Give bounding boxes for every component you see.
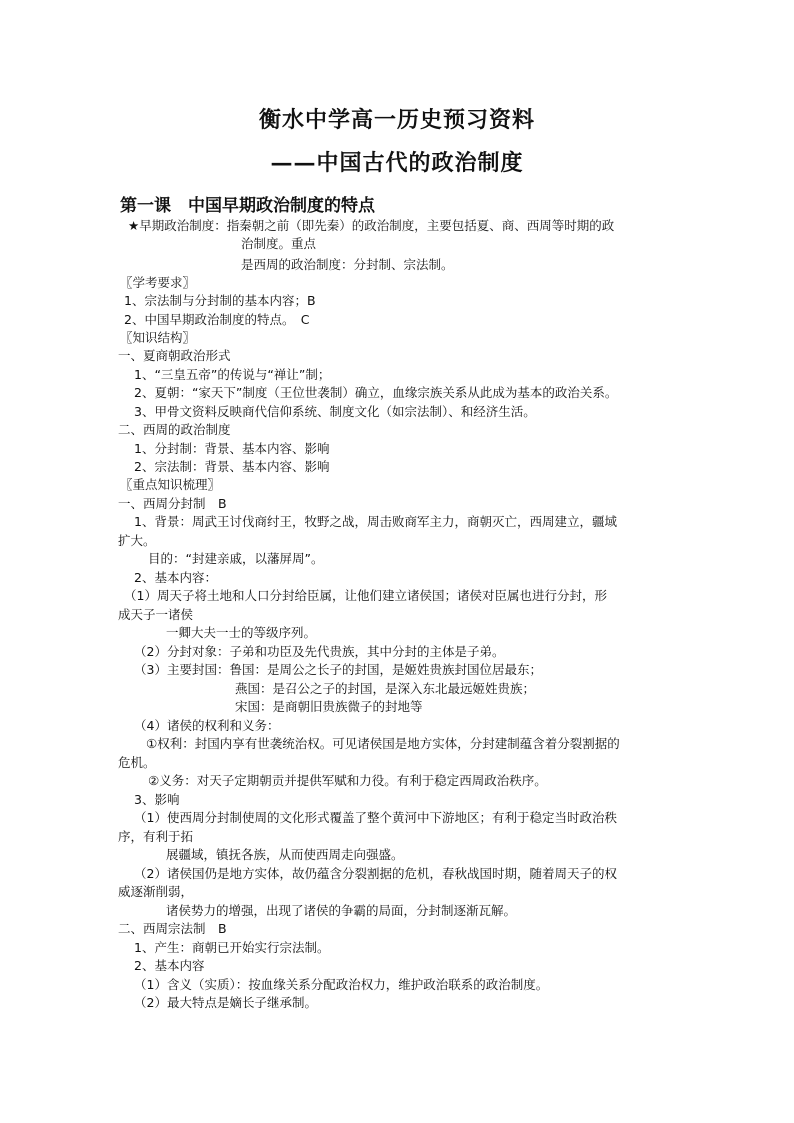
text-line: 2、基本内容 [134,958,205,973]
text-line: 1、“三皇五帝”的传说与“禅让”制； [134,367,331,382]
text-line: 危机。 [118,755,156,770]
text-line: （2）分封对象：子弟和功臣及先代贵族，其中分封的主体是子弟。 [134,644,505,659]
text-line: 目的：“封建亲戚，以藩屏周”。 [148,551,324,566]
text-line: （1）使西周分封制使周的文化形式覆盖了整个黄河中下游地区；有利于稳定当时政治秩 [134,810,617,825]
text-line: 宋国：是商朝旧贵族微子的封地等 [235,699,423,714]
text-line: 3、影响 [134,792,180,807]
text-line: （1）含义（实质）：按血缘关系分配政治权力，维护政治联系的政治制度。 [134,977,549,992]
section-heading: 〖重点知识梳理〗 [120,477,221,492]
text-line: 1、宗法制与分封制的基本内容；B [124,293,316,308]
text-line: 3、甲骨文资料反映商代信仰系统、制度文化（如宗法制）、和经济生活。 [134,404,536,419]
text-line: 1、背景：周武王讨伐商纣王，牧野之战，周击败商军主力，商朝灭亡，西周建立，疆域 [134,514,617,529]
section-heading: 〖知识结构〗 [120,330,196,345]
document-title: 衡水中学高一历史预习资料 [258,107,535,133]
text-line: （2）诸侯国仍是地方实体，故仍蕴含分裂割据的危机，春秋战国时期，随着周天子的权 [134,866,617,881]
subsection-heading: 二、西周宗法制 B [118,921,227,936]
text-line: （1）周天子将土地和人口分封给臣属，让他们建立诸侯国；诸侯对臣属也进行分封，形 [124,588,607,603]
text-line: 1、产生：商朝已开始实行宗法制。 [134,940,330,955]
subsection-heading: 一、夏商朝政治形式 [118,348,231,363]
text-line: ★早期政治制度：指秦朝之前（即先秦）的政治制度，主要包括夏、商、西周等时期的政 [128,218,615,233]
text-line: 燕国：是召公之子的封国，是深入东北最远姬姓贵族； [235,681,536,696]
text-line: 威逐渐削弱， [118,884,194,899]
text-line: 序，有利于拓 [118,829,194,844]
text-line: 一卿大夫一士的等级序列。 [166,625,317,640]
text-line: ①权利：封国内享有世袭统治权。可见诸侯国是地方实体，分封建制蕴含着分裂割据的 [146,736,620,751]
text-line: 诸侯势力的增强，出现了诸侯的争霸的局面，分封制逐渐瓦解。 [166,903,517,918]
section-heading: 〖学考要求〗 [120,275,196,290]
text-line: 2、基本内容： [134,570,217,585]
subsection-heading: 一、西周分封制 B [118,496,227,511]
text-line: 2、中国早期政治制度的特点。 C [124,312,310,327]
text-line: 2、夏朝：“家天下”制度（王位世袭制）确立，血缘宗族关系从此成为基本的政治关系。 [134,385,618,400]
text-line: 是西周的政治制度：分封制、宗法制。 [241,257,454,272]
text-line: 成天子一诸侯 [118,607,194,622]
text-line: 扩大。 [118,533,156,548]
text-line: 2、宗法制：背景、基本内容、影响 [134,459,330,474]
text-line: （2）最大特点是嫡长子继承制。 [134,995,317,1010]
text-line: 1、分封制：背景、基本内容、影响 [134,441,330,456]
text-line: ②义务：对天子定期朝贡并提供军赋和力役。有利于稳定西周政治秩序。 [148,773,547,788]
text-line: （3）主要封国：鲁国：是周公之长子的封国，是姬姓贵族封国位居最东； [134,662,542,677]
text-line: 展疆域，镇抚各族，从而使西周走向强盛。 [166,847,404,862]
subsection-heading: 二、西周的政治制度 [118,422,231,437]
document-subtitle: ——中国古代的政治制度 [270,150,524,176]
text-line: （4）诸侯的权利和义务： [134,718,280,733]
lesson-title: 第一课 中国早期政治制度的特点 [120,196,375,216]
text-line: 治制度。重点 [241,236,317,251]
